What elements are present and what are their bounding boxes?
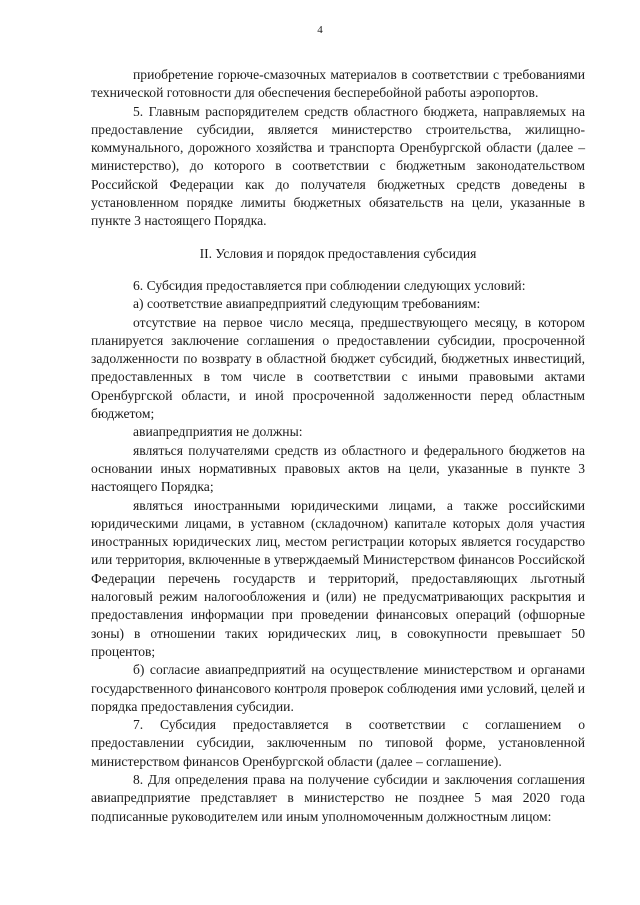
paragraph-8: 8. Для определения права на получение субсидии и заключения соглашения авиапредприятие представляет в министерство не позднее 5 мая 2020 года подписанные руководителем или иным уполномоченным должностным лицом:: [91, 771, 585, 824]
paragraph-no-debt: отсутствие на первое число месяца, предшествующего месяцу, в котором планируется заключение соглашения о предоставлении субсидии, просроченной задолженности по возврату в областной бюджет субсидий, бюджетных инвестиций, предоставленных в том числе в соответствии с иными правовыми актами Оренбургской области, и иной просроченной задолженности перед областным бюджетом;: [91, 314, 585, 422]
paragraph-7: 7. Субсидия предоставляется в соответствии с соглашением о предоставлении субсидии, заключенным по типовой форме, установленной министерством финансов Оренбургской области (далее – соглашение).: [91, 717, 585, 769]
paragraph-not-recipients: являться получателями средств из областного и федерального бюджетов на основании иных нормативных правовых актов на цели, указанные в пункте 3 настоящего Порядка;: [91, 442, 585, 495]
paragraph-5: 5. Главным распорядителем средств областного бюджета, направляемых на предоставление субсидии, является министерство строительства, жилищно-коммунального, дорожного хозяйства и транспорта Оренбургской области (далее – министерство), до которого в соответствии с бюджетным законодательством Российской Федерации как до получателя бюджетных средств доведены в установленном порядке лимиты бюджетных обязательств на цели, указанные в пункте 3 настоящего Порядка.: [91, 103, 585, 229]
page-number: 4: [317, 24, 323, 36]
paragraph-6: 6. Субсидия предоставляется при соблюдении следующих условий:: [133, 277, 526, 293]
section-heading: II. Условия и порядок предоставления субсидия: [199, 245, 477, 261]
paragraph-fuel-continuation: приобретение горюче-смазочных материалов в соответствии с требованиями технической готовности для обеспечения бесперебойной работы аэропортов.: [91, 67, 585, 101]
paragraph-not-foreign: являться иностранными юридическими лицами, а также российскими юридическими лицами, в уставном (складочном) капитале которых доля участия иностранных юридических лиц, местом регистрации которых является государство или территория, включенные в утверждаемый Министерством финансов Российской Федерации перечень государств и территорий, предоставляющих льготный налоговый режим налогообложения и (или) не предусматривающих раскрытия и предоставления информации при проведении финансовых операций (офшорные зоны) в отношении таких юридических лиц, в совокупности превышает 50 процентов;: [91, 497, 585, 659]
paragraph-must-not: авиапредприятия не должны:: [133, 424, 303, 440]
paragraph-6a: а) соответствие авиапредприятий следующим требованиям:: [133, 296, 481, 312]
document-body: [91, 66, 585, 826]
paragraph-6b: б) согласие авиапредприятий на осуществление министерством и органами государственного финансового контроля проверок соблюдения ими условий, целей и порядка предоставления субсидии.: [91, 662, 585, 714]
